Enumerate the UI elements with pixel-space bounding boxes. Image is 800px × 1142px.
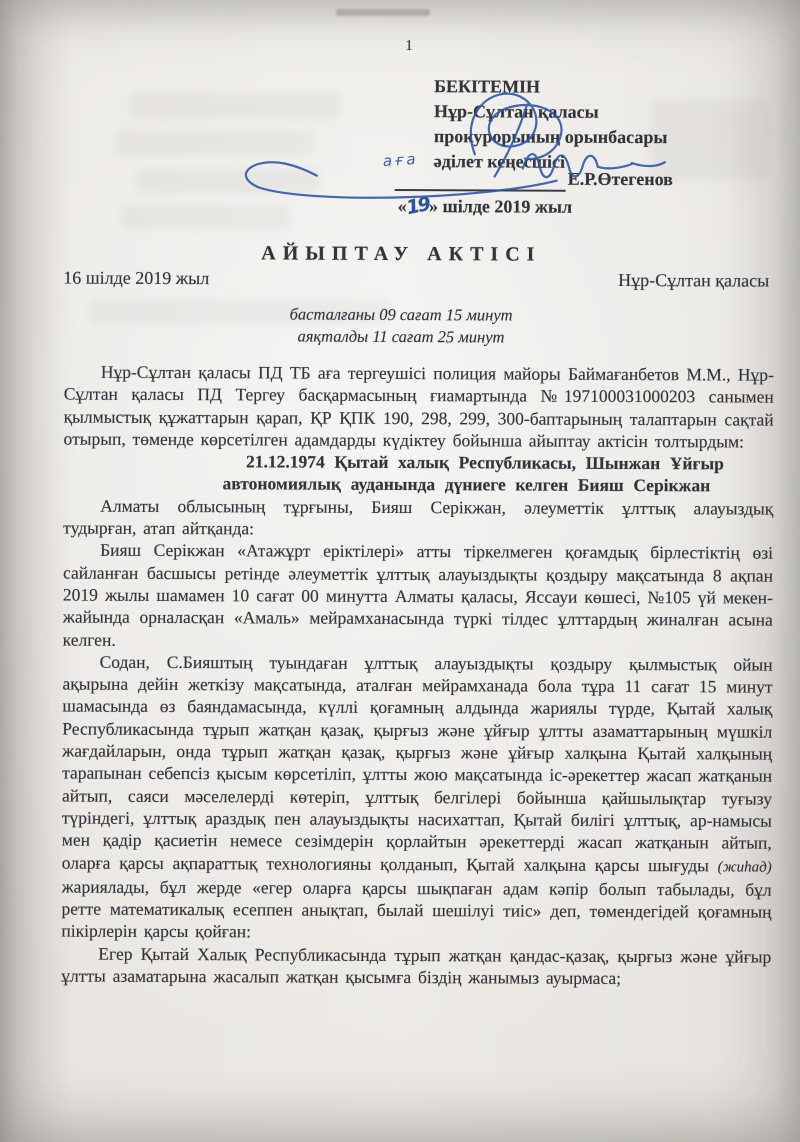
date-open-quote: « [397, 195, 407, 217]
event-paragraph: Бияш Серікжан «Атажұрт еріктілері» атты тіркелмеген қоғамдық бірлестіктің өзі сайланған басшысы ретінде әлеуметтік ұлттық алауыздықты қоздыру мақсатында 8 ақпан 2019 жылы шамамен 10 сағат 00 минутта Алматы қаласы, Яссауи көшесі, №105 үй мекен-жайында орналасқан «Амаль» мейрамханасында түркі тілдес ұлттардың жиналған асына келген. [62, 540, 774, 650]
jihad-italic-term: (жиһад) [717, 858, 772, 876]
approval-org-line2: прокурорының орынбасары [433, 126, 668, 148]
date-city-row [63, 268, 769, 292]
handwritten-day: 19 [404, 193, 432, 220]
resident-paragraph: Алматы облысының тұрғыны, Бияш Серікжан, әлеуметтік ұлттық алауыздық тудырған, атап айтқанда: [63, 495, 774, 539]
page-number: 1 [405, 38, 413, 55]
approval-org-line3: әділет кеңесшісі [433, 151, 566, 172]
subject-heading: 21.12.1974 Қытай халық Республикасы, Шынжан Ұйғыр автономиялық ауданында дүниеге келген Бияш Серікжан [222, 451, 724, 496]
date-rest: » шілде 2019 жыл [429, 196, 573, 217]
document-title: АЙЫПТАУ АКТІСІ [261, 242, 542, 266]
approval-stamp-word: БЕКІТЕМІН [434, 76, 541, 97]
signer-name: Е.Р.Өтегенов [567, 168, 673, 190]
approval-org-line1: Нұр-Сұлтан қаласы [433, 101, 599, 122]
signature-scribble [227, 87, 668, 219]
accusation-paragraph [61, 650, 772, 945]
accusation-text-part2: жариялады, бұл жерде «егер оларға қарсы шықпаған адам кәпір болып табылады, бұл ретте математикалық есеппен анықтап, былай шешілуі тиіс» деп, төмендегідей қоғамның пікірлерін қарсы қойған: [61, 876, 772, 942]
document-city: Нұр-Сұлтан қаласы [618, 269, 770, 291]
session-start-time: басталғаны 09 сағат 15 минут [289, 304, 513, 325]
intro-paragraph: Нұр-Сұлтан қаласы ПД ТБ аға тергеушісі полиция майоры Баймағанбетов М.М., Нұр-Сұлтан қаласы ПД Тергеу басқармасының ғиамартында №197100031000203 санымен қылмыстық құжаттарын қарап, ҚР ҚПК 190, 298, 299, 300-баптарының талаптарын сақтай отырып, төменде көрсетілген адамдарды күдіктеу бойынша айыптау актісін толтырдым: [63, 361, 774, 452]
document-date: 16 шілде 2019 жыл [63, 267, 210, 289]
session-end-time: аяқталды 11 сағат 25 минут [297, 326, 505, 347]
handwritten-rank-note: аға [382, 149, 420, 171]
accusation-text-part1: Содан, С.Бияштың туындаған ұлттық алауыздықты қоздыру қылмыстық ойын ақырына дейін жеткізу мақсатында, аталған мейрамханада бола тұра 11 сағат 15 минут шамасында өз баяндамасында, күллі қоғамның алдында жариялы түрде, Қытай халық Республикасында тұрып жатқан қазақ, қырғыз және ұйғыр ұлтты азаматтарының мүшкіл жағдайларын, онда тұрып жатқан қазақ, қырғыз және ұйғыр халқына Қытай халқының тарапынан себепсіз қысым көрсетіліп, ұлтты жою мақсатында іс-әрекеттер жасап жатқанын айтып, саяси мәселелерді көтеріп, ұлттық белгілері бойынша қайшылықтар туғызу түріндегі, ұлттық араздық пен алауыздықты насихаттап, Қытай билігі ұлттық, ар-намысы мен қадір қасиетін немесе сезімдерін қорлайтын әрекеттерді жасап жатқанын айтып, оларға қарсы ақпараттық технологияны қолданып, Қытай халқына қарсы шығуды [61, 651, 773, 875]
final-paragraph: Егер Қытай Халық Республикасында тұрып жатқан қандас-қазақ, қырғыз және ұйғыр ұлтты азаматарына жасалып жатқан қысымға біздің жанымыз ауырмаса; [61, 943, 772, 988]
document-body [61, 361, 774, 990]
